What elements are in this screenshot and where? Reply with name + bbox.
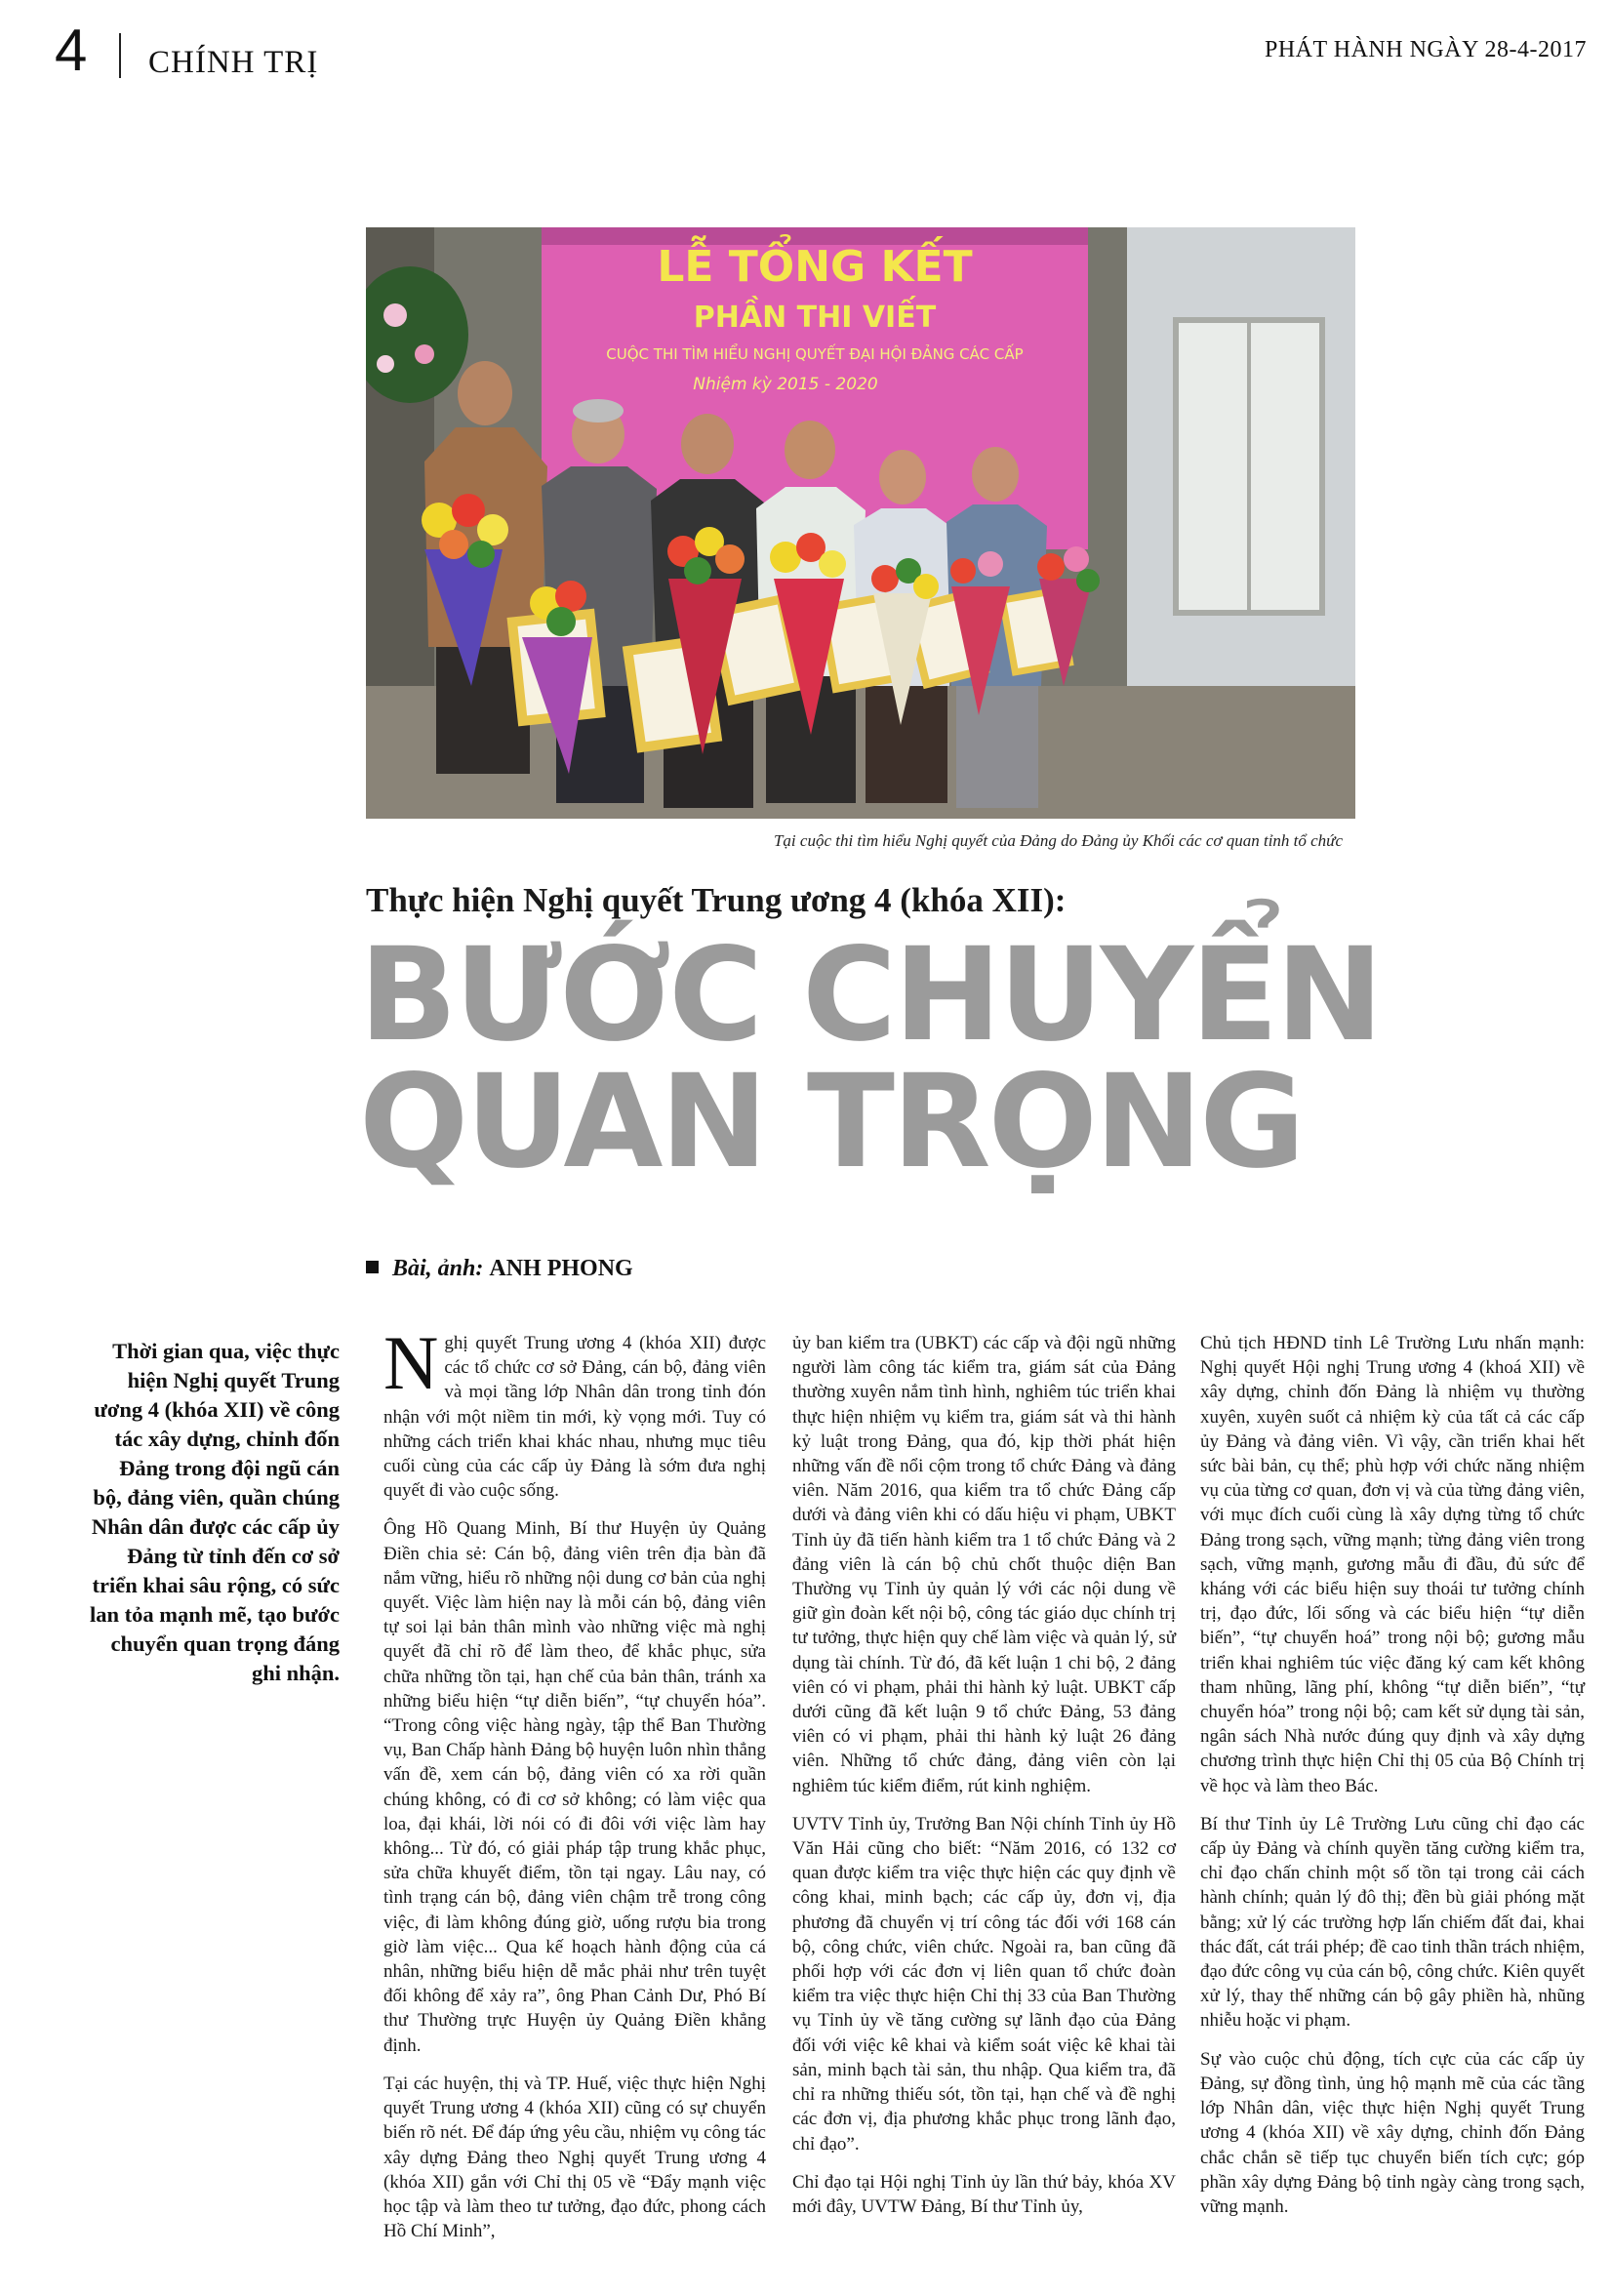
byline-label: Bài, ảnh: (392, 1256, 484, 1281)
byline (366, 1256, 633, 1282)
page-number: 4 (55, 18, 88, 83)
paragraph: ủy ban kiểm tra (UBKT) các cấp và đội ngũ những người làm công tác kiểm tra, giám sát của Đảng thường xuyên nắm tình hình, nghiêm túc triển khai thực hiện nhiệm vụ kiểm tra, giám sát và thi hành kỷ luật trong Đảng, qua đó, kịp thời phát hiện những vấn đề nổi cộm trong tổ chức Đảng và đảng viên. Năm 2016, qua kiểm tra tổ chức Đảng cấp dưới và đảng viên khi có dấu hiệu vi phạm, UBKT Tỉnh ủy đã tiến hành kiểm tra 1 tổ chức Đảng và 2 đảng viên là cán bộ chủ chốt thuộc diện Ban Thường vụ Tỉnh ủy quản lý với các nội dung về giữ gìn đoàn kết nội bộ, công tác giáo dục chính trị tư tưởng, thực hiện quy chế làm việc và quản lý, sử dụng tài chính. Từ đó, đã kết luận 1 chi bộ, 2 đảng viên có vi phạm, phải thi hành kỷ luật. UBKT cấp dưới cũng đã kết luận 9 tổ chức Đảng, 53 đảng viên có vi phạm, phải thi hành kỷ luật 26 đảng viên. Những tổ chức đảng, đảng viên còn lại nghiêm túc kiểm điểm, rút kinh nghiệm. (792, 1333, 1176, 1796)
paragraph (383, 1320, 766, 1503)
article-kicker: Thực hiện Nghị quyết Trung ương 4 (khóa XII): (366, 881, 1067, 919)
banner-line2-text: Nhiệm kỳ 2015 - 2020 (693, 375, 878, 394)
paragraph: Tại các huyện, thị và TP. Huế, việc thực hiện Nghị quyết Trung ương 4 (khóa XII) cũng có sự chuyển biến rõ nét. Để đáp ứng yêu cầu, nhiệm vụ công tác xây dựng Đảng theo Nghị quyết Trung ương 4 (khóa XII) gắn với Chỉ thị 05 về “Đẩy mạnh việc học tập và làm theo tư tưởng, đạo đức, phong cách Hồ Chí Minh”, (383, 2073, 766, 2242)
body-column-1 (383, 1320, 766, 2257)
paragraph: Ông Hồ Quang Minh, Bí thư Huyện ủy Quảng Điền chia sẻ: Cán bộ, đảng viên trên địa bàn đã nắm vững, hiểu rõ những nội dung cơ bản của nghị quyết. Việc làm hiện nay là mỗi cán bộ, đảng viên tự soi lại bản thân mình vào những việc mà nghị quyết đã chỉ rõ để làm theo, để khắc phục, sửa chữa những tồn tại, hạn chế của bản thân, tránh xa những biểu hiện “tự diễn biến”, “tự chuyển hóa”. “Trong công việc hàng ngày, tập thể Ban Thường vụ, Ban Chấp hành Đảng bộ huyện luôn nhìn thẳng vấn đề, xem cán bộ, đảng viên có xa rời quần chúng không, có đi cơ sở không; có làm việc qua loa, đại khái, lời nói có đi đôi với việc làm hay không... Từ đó, có giải pháp tập trung khắc phục, sửa chữa khuyết điểm, tồn tại ngay. Lâu nay, có tình trạng cán bộ, đảng viên chậm trễ trong công việc, đi làm không đúng giờ, uống rượu bia trong giờ làm việc... Qua kế hoạch hành động của cá nhân, những biểu hiện dễ mắc phải như trên tuyệt đối không để xảy ra”, ông Phan Cảnh Dư, Phó Bí thư Thường trực Huyện ủy Quảng Điền khẳng định. (383, 1518, 766, 2056)
paragraph: Sự vào cuộc chủ động, tích cực của các cấp ủy Đảng, sự đồng tình, ủng hộ mạnh mẽ của các tầng lớp Nhân dân, việc thực hiện Nghị quyết Trung ương 4 (khóa XII) về xây dựng, chỉnh đốn Đảng chắc chắn sẽ tiếp tục chuyển biến tích cực; góp phần xây dựng Đảng bộ tỉnh ngày càng trong sạch, vững mạnh. (1200, 2048, 1585, 2217)
body-column-3 (1200, 1331, 1585, 2233)
paragraph: Chỉ đạo tại Hội nghị Tỉnh ủy lần thứ bảy, khóa XV mới đây, UVTW Đảng, Bí thư Tỉnh ủy, (792, 2171, 1176, 2217)
article-photo (366, 227, 1355, 819)
drop-cap: N (383, 1320, 439, 1405)
photo-caption: Tại cuộc thi tìm hiểu Nghị quyết của Đảng do Đảng ủy Khối các cơ quan tỉnh tổ chức (773, 831, 1343, 850)
paragraph-text: ghị quyết Trung ương 4 (khóa XII) được các tổ chức cơ sở Đảng, cán bộ, đảng viên và mọi tầng lớp Nhân dân trong tỉnh đón nhận với một niềm tin mới, kỳ vọng mới. Tuy có những cách triển khai khác nhau, nhưng mục tiêu cuối cùng của các cấp ủy Đảng là sớm đưa nghị quyết đi vào cuộc sống. (383, 1333, 766, 1502)
banner-line1-text: CUỘC THI TÌM HIỂU NGHỊ QUYẾT ĐẠI HỘI ĐẢNG CÁC CẤP (606, 345, 1024, 363)
release-date: PHÁT HÀNH NGÀY 28-4-2017 (1265, 37, 1587, 62)
paragraph: Bí thư Tỉnh ủy Lê Trường Lưu cũng chỉ đạo các cấp ủy Đảng và chính quyền tăng cường kiểm tra, chỉ đạo chấn chỉnh một số tồn tại trong cải cách hành chính; quản lý đô thị; đền bù giải phóng mặt bằng; xử lý các trường hợp lấn chiếm đất đai, khai thác đất, cát trái phép; đề cao tinh thần trách nhiệm, đạo đức công vụ của cán bộ, công chức. Kiên quyết xử lý, thay thế những cán bộ gây phiền hà, nhũng nhiễu hoặc vi phạm. (1200, 1813, 1585, 2032)
article-headline (359, 920, 1381, 1197)
section-title: CHÍNH TRỊ (148, 45, 319, 80)
headline-line-1: BƯỚC CHUYỂN (359, 920, 1381, 1070)
banner-subtitle-text: PHẦN THI VIẾT (693, 301, 937, 335)
header-divider (119, 33, 121, 78)
byline-author: ANH PHONG (489, 1256, 633, 1281)
paragraph: UVTV Tỉnh ủy, Trưởng Ban Nội chính Tỉnh ủy Hồ Văn Hải cũng cho biết: “Năm 2016, có 132 cơ quan được kiểm tra việc thực hiện các quy định về công khai, minh bạch; các cấp ủy, đơn vị, địa phương đã chuyển vị trí công tác đối với 168 cán bộ, công chức, viên chức. Ngoài ra, ban cũng đã phối hợp với các đơn vị liên quan tổ chức đoàn kiểm tra việc thực hiện Chỉ thị 33 của Ban Thường vụ Tỉnh ủy về tăng cường sự lãnh đạo của Đảng đối với việc kê khai và kiểm soát việc kê khai tài sản, minh bạch tài sản, thu nhập. Qua kiểm tra, đã chỉ ra những thiếu sót, tồn tại, hạn chế và đề nghị các đơn vị, địa phương khắc phục trong lãnh đạo, chỉ đạo”. (792, 1813, 1176, 2155)
paragraph: Chủ tịch HĐND tỉnh Lê Trường Lưu nhấn mạnh: Nghị quyết Hội nghị Trung ương 4 (khoá XII) về xây dựng, chỉnh đốn Đảng là nhiệm vụ thường xuyên, xuyên suốt cả nhiệm kỳ của tất cả các cấp ủy Đảng và đảng viên. Vì vậy, cần triển khai hết sức bài bản, cụ thể; phù hợp với chức năng nhiệm vụ của từng cơ quan, đơn vị và của từng đảng viên, với mục đích cuối cùng là xây dựng từng tổ chức Đảng trong sạch, vững mạnh; từng đảng viên trong sạch, vững mạnh, gương mẫu đi đầu, đủ sức để kháng với các biểu hiện suy thoái tư tưởng chính trị, đạo đức, lối sống và các biểu hiện “tự diễn biến”, “tự chuyển hoá” trong nội bộ; gương mẫu triển khai nghiêm túc việc đăng ký cam kết không tham nhũng, lãng phí, không “tự diễn biến”, “tự chuyển hóa” trong nội bộ; cam kết sử dụng tài sản, ngân sách Nhà nước đúng quy định và xây dựng chương trình thực hiện Chỉ thị 05 của Bộ Chính trị về học và làm theo Bác. (1200, 1333, 1585, 1796)
banner-title-text: LỄ TỔNG KẾT (657, 242, 973, 292)
byline-square-icon (366, 1261, 379, 1273)
article-sapo: Thời gian qua, việc thực hiện Nghị quyết Trung ương 4 (khóa XII) về công tác xây dựng, chỉnh đốn Đảng trong đội ngũ cán bộ, đảng viên, quần chúng Nhân dân được các cấp ủy Đảng từ tỉnh đến cơ sở triển khai sâu rộng, có sức lan tỏa mạnh mẽ, tạo bước chuyển quan trọng đáng ghi nhận. (90, 1339, 340, 1685)
headline-line-2: QUAN TRỌNG (359, 1047, 1303, 1197)
body-column-2 (792, 1331, 1176, 2233)
